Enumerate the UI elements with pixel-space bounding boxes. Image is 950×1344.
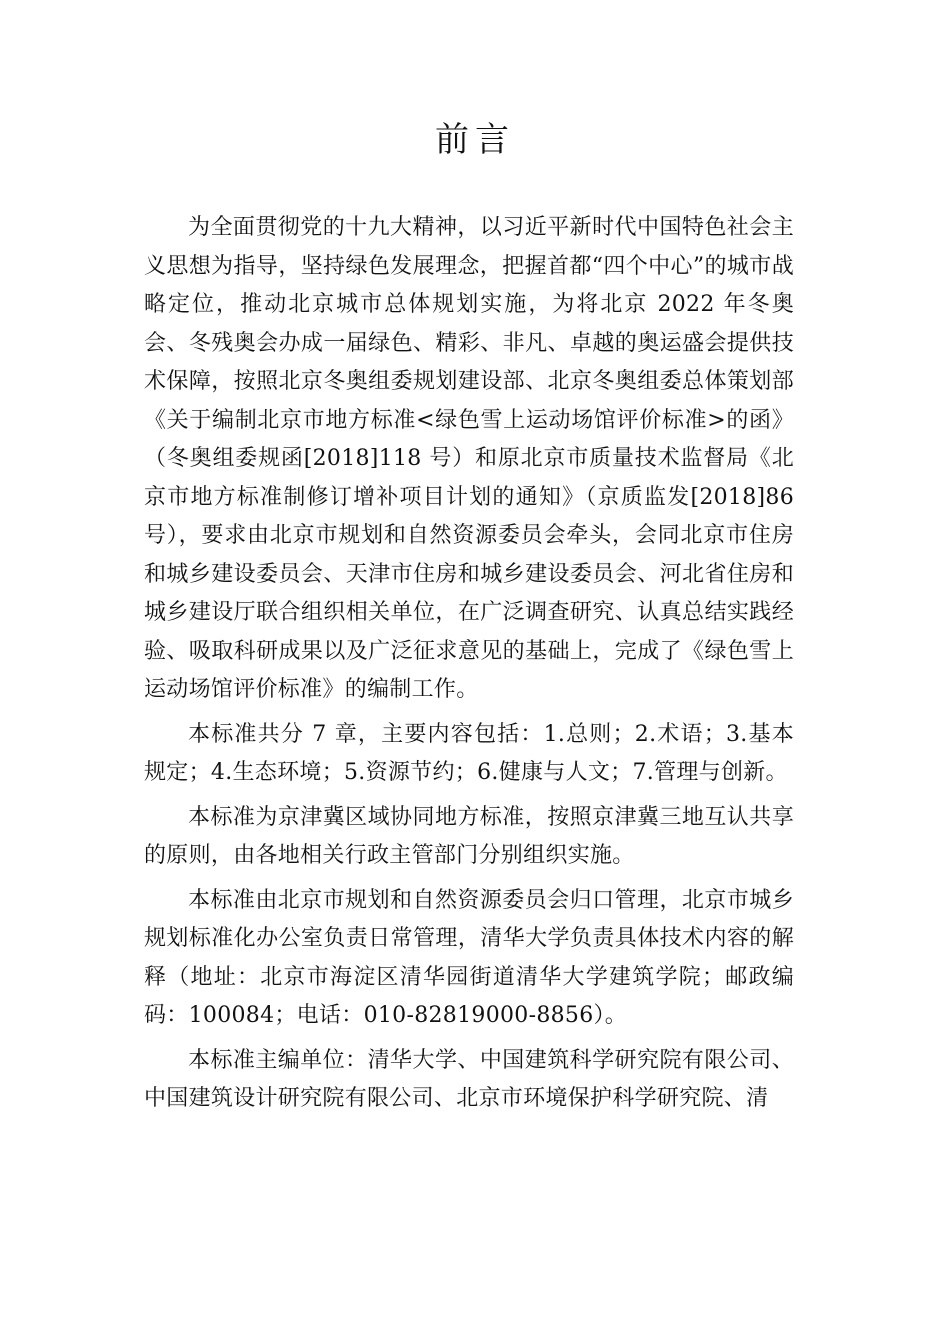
paragraph-chapters: 本标准共分 7 章，主要内容包括：1.总则；2.术语；3.基本规定；4.生态环境；5.资源节约；6.健康与人文；7.管理与创新。 (144, 721, 794, 785)
page-title: 前言 (435, 120, 515, 160)
paragraph-chief-editors: 本标准主编单位：清华大学、中国建筑科学研究院有限公司、中国建筑设计研究院有限公司、北京市环境保护科学研究院、清 (144, 1047, 794, 1111)
paragraph-background: 为全面贯彻党的十九大精神，以习近平新时代中国特色社会主义思想为指导，坚持绿色发展理念，把握首都“四个中心”的城市战略定位，推动北京城市总体规划实施，为将北京 2022 年冬奥会、冬残奥会办成一届绿色、精彩、非凡、卓越的奥运盛会提供技术保障，按照北京冬奥组委规划建设部、北京冬奥组委总体策划部《关于编制北京市地方标准<绿色雪上运动场馆评价标准>的函》（冬奥组委规函[2018]118 号）和原北京市质量技术监督局《北京市地方标准制修订增补项目计划的通知》（京质监发[2018]86 号），要求由北京市规划和自然资源委员会牵头，会同北京市住房和城乡建设委员会、天津市住房和城乡建设委员会、河北省住房和城乡建设厅联合组织相关单位，在广泛调查研究、认真总结实践经验、吸取科研成果以及广泛征求意见的基础上，完成了《绿色雪上运动场馆评价标准》的编制工作。 (144, 215, 794, 702)
paragraph-regional-standard: 本标准为京津冀区域协同地方标准，按照京津冀三地互认共享的原则，由各地相关行政主管部门分别组织实施。 (144, 804, 794, 868)
paragraph-administration: 本标准由北京市规划和自然资源委员会归口管理，北京市城乡规划标准化办公室负责日常管理，清华大学负责具体技术内容的解释（地址：北京市海淀区清华园街道清华大学建筑学院；邮政编码：100084；电话：010-82819000-8856）。 (144, 887, 794, 1028)
document-body (144, 209, 794, 1125)
